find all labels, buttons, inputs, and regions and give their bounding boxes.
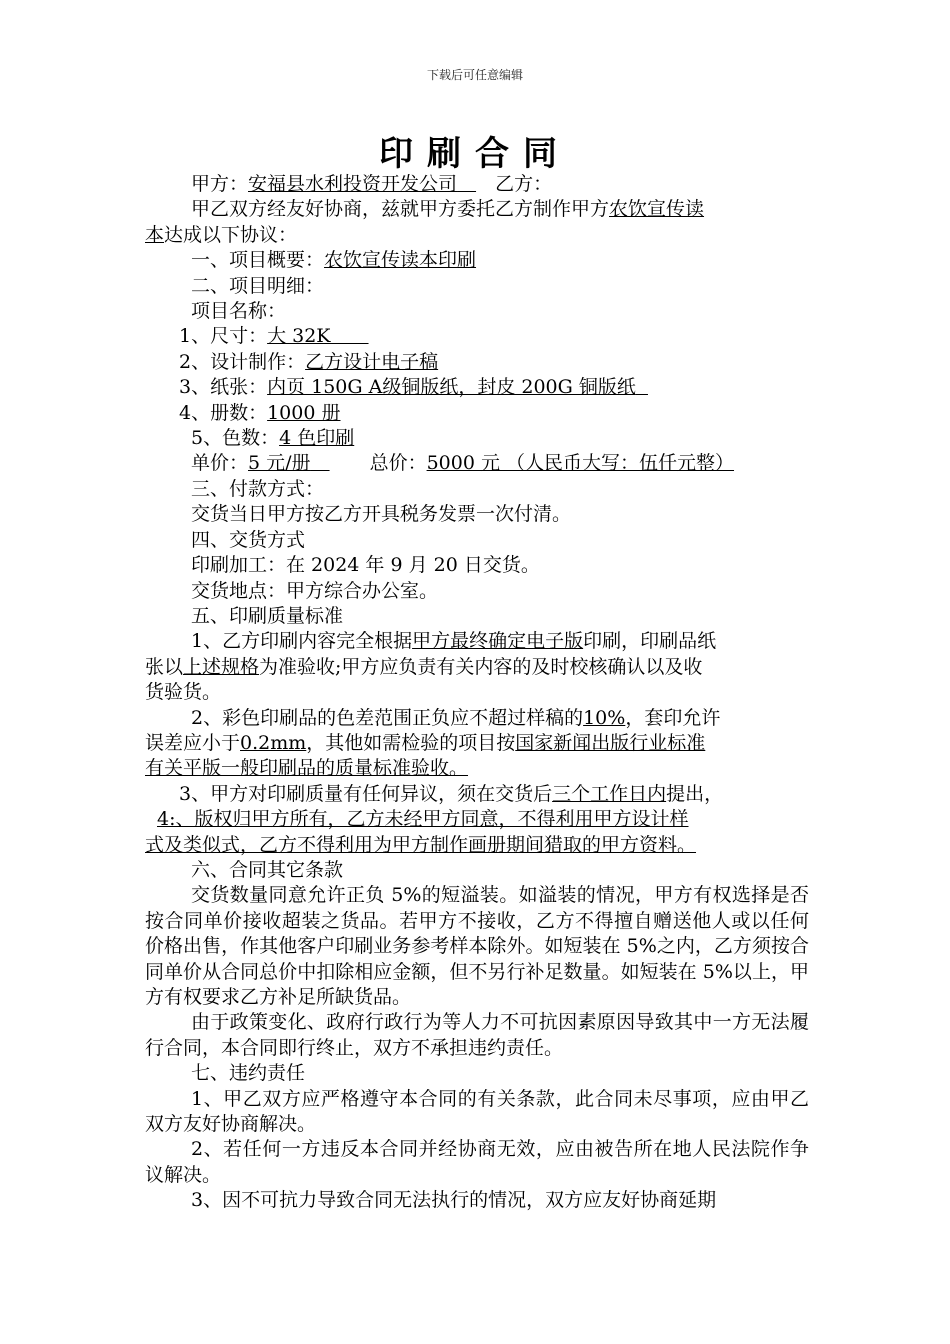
paper-line: 3、纸张：内页 150G A级铜版纸，封皮 200G 铜版纸 bbox=[179, 376, 636, 399]
section-1: 一、项目概要：农饮宣传读本印刷 bbox=[191, 249, 477, 272]
delivery-place: 交货地点：甲方综合办公室。 bbox=[191, 579, 439, 602]
total-price-value: 5000 元 （人民币大写：伍仟元整） bbox=[426, 452, 735, 475]
quality-2-line-3: 有关平版一般印刷品的质量标准验收。 bbox=[145, 757, 469, 780]
party-b-label: 乙方： bbox=[495, 173, 553, 195]
quality-1-line-2: 张以上述规格为准验收;甲方应负责有关内容的及时校核确认以及收 bbox=[145, 655, 703, 678]
section-7-heading: 七、违约责任 bbox=[191, 1062, 306, 1085]
size-value: 大 32K bbox=[267, 325, 331, 348]
design-line: 2、设计制作：乙方设计电子稿 bbox=[179, 350, 439, 373]
project-summary-value: 农饮宣传读本印刷 bbox=[324, 249, 477, 272]
quality-2-line-2: 误差应小于0.2mm，其他如需检验的项目按国家新闻出版行业标准 bbox=[145, 731, 706, 754]
section-2-heading: 二、项目明细： bbox=[191, 274, 325, 297]
color-line: 5、色数：4 色印刷 bbox=[191, 427, 355, 450]
price-line: 单价：5 元/册 总价：5000 元 （人民币大写：伍仟元整） bbox=[191, 452, 735, 475]
size-line: 1、尺寸：大 32K bbox=[179, 325, 331, 348]
print-delivery-date: 印刷加工：在 2024 年 9 月 20 日交货。 bbox=[191, 554, 540, 577]
section-6-heading: 六、合同其它条款 bbox=[191, 858, 344, 881]
page-title: 印刷合同 bbox=[379, 134, 571, 174]
party-line bbox=[145, 172, 809, 197]
quality-1-line-3: 货验货。 bbox=[145, 681, 222, 704]
quantity-tolerance-paragraph: 交货数量同意允许正负 5%的短溢装。如溢装的情况，甲方有权选择是否按合同单价接收超装之货品。若甲方不接收，乙方不得擅自赠送他人或以任何价格出售，作其他客户印刷业务参考样本除外。如短装在 5%之内，乙方须按合同单价从合同总价中扣除相应金额，但不另行补足数量。如短装在 5%以上，甲方有权要求乙方补足所缺货品。 bbox=[145, 884, 809, 1008]
design-value: 乙方设计电子稿 bbox=[305, 350, 439, 373]
intro-subject: 农饮宣传读 bbox=[609, 198, 705, 221]
breach-clause-2: 2、若任何一方违反本合同并经协商无效，应由被告所在地人民法院作争议解决。 bbox=[145, 1138, 809, 1186]
quality-3-line: 3、甲方对印刷质量有任何异议，须在交货后三个工作日内提出， bbox=[179, 782, 724, 805]
party-a-value: 安福县水利投资开发公司 bbox=[248, 173, 458, 195]
party-a-label: 甲方： bbox=[191, 173, 249, 195]
force-majeure-paragraph: 由于政策变化、政府行政行为等人力不可抗因素原因导致其中一方无法履行合同，本合同即行终止，双方不承担违约责任。 bbox=[145, 1011, 809, 1059]
section-3-heading: 三、付款方式： bbox=[191, 477, 325, 500]
header-note: 下载后可任意编辑 bbox=[426, 68, 523, 82]
color-value: 4 色印刷 bbox=[279, 427, 355, 450]
intro-line-2: 本达成以下协议： bbox=[145, 223, 298, 246]
breach-clause-1: 1、甲乙双方应严格遵守本合同的有关条款，此合同未尽事项，应由甲乙双方友好协商解决。 bbox=[145, 1087, 809, 1136]
copyright-line-1: 4:、版权归甲方所有，乙方未经甲方同意，不得利用甲方设计样 bbox=[157, 808, 689, 831]
copies-line: 4、册数：1000 册 bbox=[179, 401, 341, 424]
item-name-label: 项目名称： bbox=[191, 300, 287, 323]
breach-clause-3: 3、因不可抗力导致合同无法执行的情况，双方应友好协商延期 bbox=[191, 1189, 717, 1212]
quality-1-line-1: 1、乙方印刷内容完全根据甲方最终确定电子版印刷，印刷品纸 bbox=[191, 630, 717, 653]
section-4-heading: 四、交货方式 bbox=[191, 528, 306, 551]
payment-text: 交货当日甲方按乙方开具税务发票一次付清。 bbox=[191, 503, 572, 526]
paper-value: 内页 150G A级铜版纸，封皮 200G 铜版纸 bbox=[267, 376, 636, 399]
copyright-line-2: 式及类似式，乙方不得利用为甲方制作画册期间猎取的甲方资料。 bbox=[145, 833, 697, 856]
intro-line-1: 甲乙双方经友好协商，兹就甲方委托乙方制作甲方农饮宣传读 bbox=[191, 198, 705, 221]
unit-price-value: 5 元/册 bbox=[248, 452, 311, 475]
contract-body bbox=[145, 172, 809, 1214]
quality-2-line-1: 2、彩色印刷品的色差范围正负应不超过样稿的10%，套印允许 bbox=[191, 706, 721, 729]
copies-value: 1000 册 bbox=[267, 401, 341, 424]
section-5-heading: 五、印刷质量标准 bbox=[191, 604, 344, 627]
